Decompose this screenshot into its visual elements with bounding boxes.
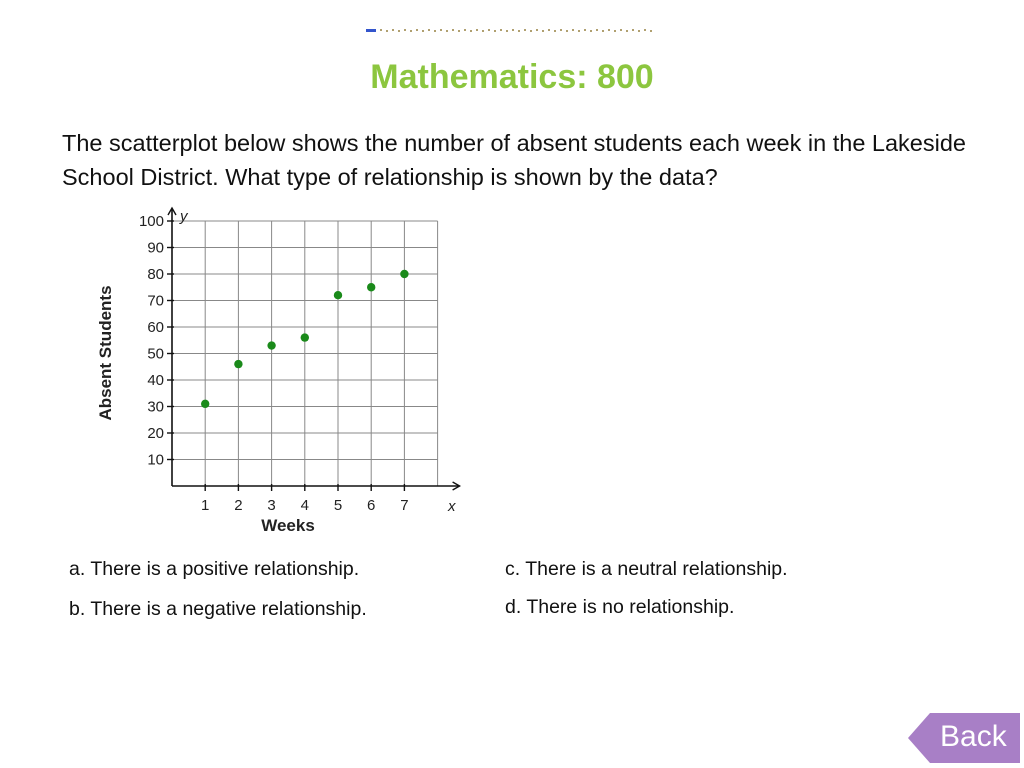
x-tick-label: 7 <box>400 497 409 514</box>
y-tick-label: 50 <box>147 345 164 363</box>
answer-choice-d[interactable]: d. There is no relationship. <box>505 596 735 618</box>
y-tick-label: 60 <box>147 319 164 336</box>
back-button-label[interactable]: Back <box>940 720 1007 753</box>
data-point <box>334 291 342 299</box>
decorative-dotted-strip <box>366 27 656 35</box>
chart-grid <box>172 221 438 486</box>
x-tick-labels <box>201 497 409 514</box>
page-title: Mathematics: 800 <box>370 58 654 96</box>
x-axis-label: Weeks <box>261 516 315 535</box>
x-tick-label: 6 <box>367 497 376 514</box>
data-point <box>234 360 242 368</box>
chart-axes <box>167 208 460 491</box>
y-axis-label: Absent Students <box>96 285 115 421</box>
y-tick-label: 70 <box>147 292 164 310</box>
y-tick-label: 30 <box>147 398 164 416</box>
x-tick-label: 2 <box>234 497 243 514</box>
y-tick-label: 40 <box>147 372 164 389</box>
y-tick-label: 10 <box>147 451 164 469</box>
answer-choice-a[interactable]: a. There is a positive relationship. <box>69 558 360 580</box>
scatterplot-chart <box>88 200 478 545</box>
y-axis-letter: y <box>180 208 188 225</box>
x-tick-label: 1 <box>201 497 210 514</box>
question-text: The scatterplot below shows the number of absent students each week in the Lakeside School District. What type of relationship is shown by the data? <box>62 130 966 190</box>
y-tick-labels <box>139 213 164 469</box>
y-tick-label: 90 <box>147 239 164 257</box>
y-tick-label: 80 <box>147 266 164 283</box>
data-point <box>367 283 375 291</box>
data-point <box>400 270 408 278</box>
x-tick-label: 5 <box>333 497 343 514</box>
answer-choice-c[interactable]: c. There is a neutral relationship. <box>505 558 788 580</box>
data-point <box>201 400 209 408</box>
answer-choice-b[interactable]: b. There is a negative relationship. <box>69 598 367 620</box>
y-tick-label: 100 <box>138 213 164 230</box>
x-tick-label: 3 <box>267 497 276 514</box>
data-point <box>301 333 309 341</box>
x-tick-label: 4 <box>300 497 309 514</box>
y-tick-label: 20 <box>147 425 164 442</box>
x-axis-letter: x <box>448 498 456 515</box>
data-point <box>267 341 275 349</box>
